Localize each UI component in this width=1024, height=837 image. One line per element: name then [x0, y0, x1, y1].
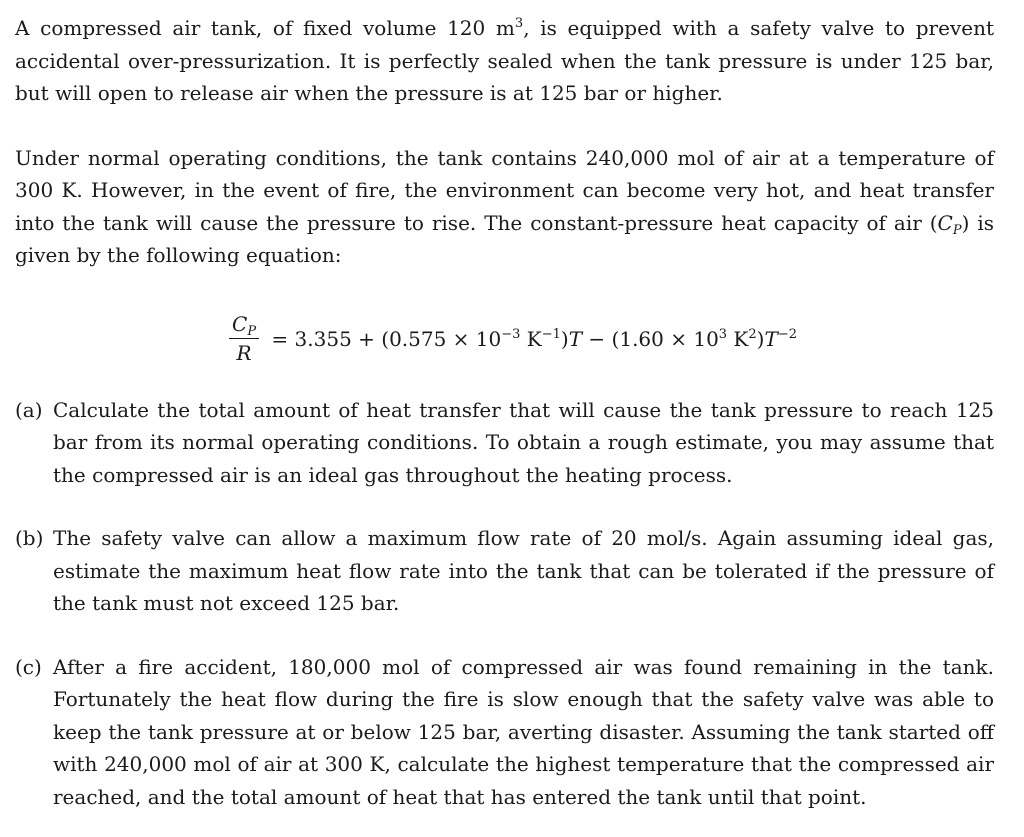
conditions-paragraph: Under normal operating conditions, the tank contains 240,000 mol of air at a temperature of 300 K. However, in the event of fire, the environment can become very hot, and heat transfer into the tank will cause the pressure to rise. The constant-pressure heat capacity of air $(C_P)$ is given by the following equation:: [15, 145, 994, 267]
question-c: [15, 651, 994, 814]
heat-capacity-equation: [15, 306, 994, 372]
question-c-text: After a fire accident, 180,000 mol of compressed air was found remaining in the tank. Fortunately the heat flow during the fire is slow enough that the safety valve was able to keep the tank pressure at or below 125 bar, averting disaster. Assuming the tank started off with 240,000 mol of air at 300 K, calculate the highest temperature that the compressed air reached, and the total amount of heat that has entered the tank until that point.: [53, 654, 994, 809]
cp-subscript: P: [952, 222, 962, 238]
question-b-text: The safety valve can allow a maximum flow rate of 20 mol/s. Again assuming ideal gas, estimate the maximum heat flow rate into the tank that can be tolerated if the pressure of the tank must not exceed 125 bar.: [53, 526, 994, 615]
fraction-numerator: $C_P$: [229, 312, 259, 339]
cp-symbol: C: [937, 210, 953, 235]
fraction-denominator: R: [236, 341, 252, 365]
question-b-label: (b): [15, 526, 44, 550]
question-a-text: Calculate the total amount of heat transfer that will cause the tank pressure to reach 125 bar from its normal operating conditions. To obtain a rough estimate, you may assume that the compressed air is an ideal gas throughout the heating process.: [53, 397, 994, 487]
question-b: [15, 522, 994, 620]
cp-over-r-fraction: [229, 312, 259, 365]
question-a: [15, 394, 994, 492]
question-a-label: (a): [15, 397, 43, 422]
equation-right-side: = $3.355 + (0.575 \times 10^{-3}$ $K^{-1})T - (1.60 \times 10^3$ $K^2)T^{-2}$: [265, 326, 797, 351]
question-c-label: (c): [15, 654, 42, 679]
volume-exponent: 3: [514, 16, 524, 31]
intro-paragraph: A compressed air tank, of fixed volume 120 $m^3$, is equipped with a safety valve to prevent accidental over-pressurization. It is perfectly sealed when the tank pressure is under 125 bar, but will open to release air when the pressure is at 125 bar or higher.: [15, 16, 994, 105]
